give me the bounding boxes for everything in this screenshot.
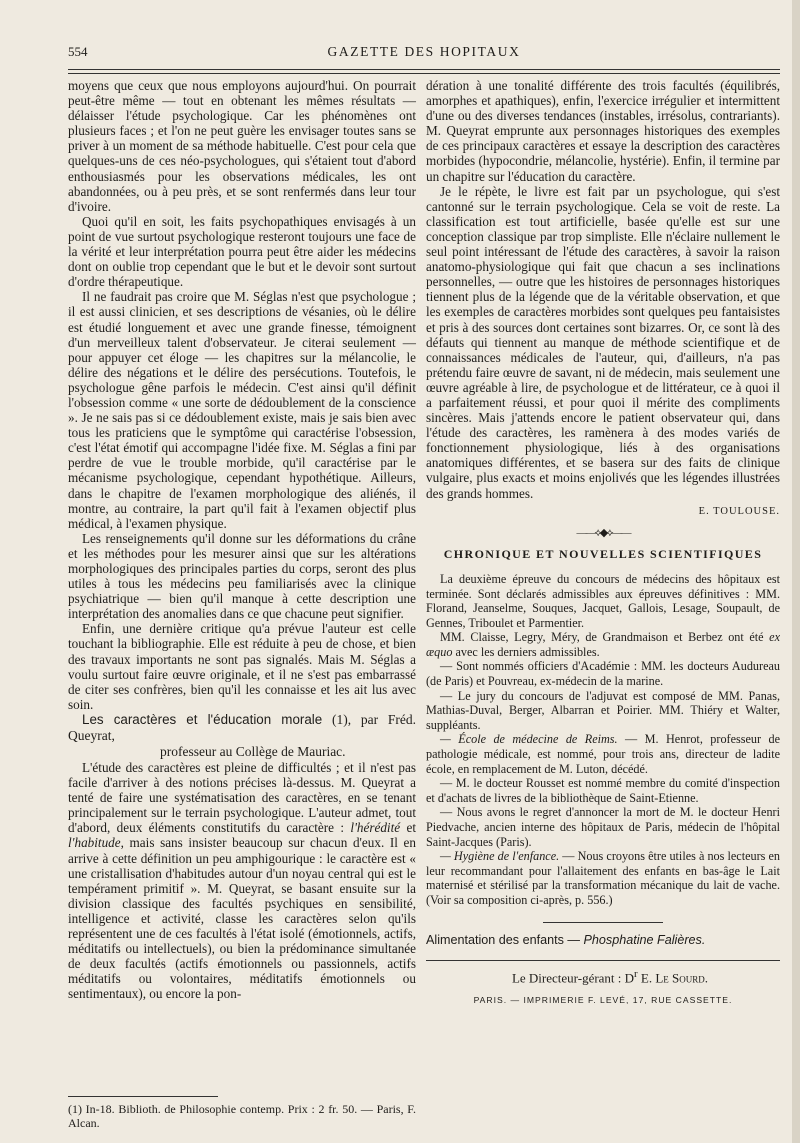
news-item: La deuxième épreuve du concours de médecins des hôpitaux est terminée. Sont déclarés admissibles aux épreuves définitives : MM. Florand, Jeanselme, Souques, Jacquet, Gallois, Lesage, Soupault, de Gennes, Triboulet et Parmentier.	[426, 571, 780, 630]
news-item: — Nous avons le regret d'annoncer la mort de M. le docteur Henri Piedvache, ancien interne des hôpitaux de Paris, médecin de l'hôpital Saint-Jacques (Paris).	[426, 805, 780, 849]
director-name: Le Sourd.	[655, 969, 709, 985]
article-title-main: Les caractères et l'éducation morale	[82, 711, 323, 727]
emphasis: — École de médecine de Reims.	[440, 732, 618, 747]
news-item	[426, 732, 780, 776]
superscript: r	[634, 967, 638, 980]
right-column	[426, 78, 780, 1008]
text-run: , mais sans insister beaucoup sur chacun d'eux. Il en arrive à cette définition un peu amphigourique : le caractère est « une cristallisation d'habitudes autour d'un noyau central qui est le tempérament primitif ». M. Queyrat, se basant ensuite sur la division classique des facultés psychiques en sensibilité, intelligence et activité, classe les caractères selon qu'ils représentent une de ces facultés à l'état isolé (émotionnels, actifs, méditatifs ou intellectuels), ou bien la prédominance simultanée de deux facultés (actifs émotionnels ou passionnels, actifs méditatifs ou volontaires, méditatifs émotionnels ou sentimentaux), ou encore la pon-	[68, 835, 416, 1002]
ornament-divider: ——⟡◆⟡——	[576, 526, 630, 539]
text-run: — M. Henrot, professeur de pathologie médicale, est nommé, pour trois ans, directeur de ladite école, en remplacement de M. Luton, décédé.	[426, 732, 780, 776]
closing-rule	[426, 960, 780, 961]
text-run: Alimentation des enfants —	[426, 932, 584, 947]
paragraph: Enfin, une dernière critique qu'a prévue l'auteur est celle touchant la bibliographie. Elle est réduite à peu de chose, et bien des travaux importants ne sont pas signalés. Mais M. Séglas a voulu surtout faire œuvre originale, et il ne s'est pas embarrassé de citer ses confrères, bien qu'il les connaisse et les ait lus avec soin.	[68, 621, 416, 712]
printer-line: PARIS. — IMPRIMERIE F. LEVÉ, 17, RUE CASSETTE.	[473, 995, 733, 1006]
article-subtitle: professeur au Collège de Mauriac.	[160, 743, 346, 759]
text-run: E.	[637, 969, 656, 985]
text-run: avec les derniers admissibles.	[452, 644, 600, 659]
news-item: — M. le docteur Rousset est nommé membre du comité d'inspection et d'achats de livres de la bibliothèque de Saint-Etienne.	[426, 776, 780, 805]
paragraph: moyens que ceux que nous employons aujourd'hui. On pourrait peut-être même — tout en obtenant les mêmes résultats — délaisser l'étude psychologique. Car les phénomènes ont plusieurs faces ; et l'on ne peut guère les envisager toutes sans se priver à un moment de sa méthode habituelle. C'est pour cela que quelques-uns de ces néo-psychologues, qui s'étaient tout d'abord enthousiasmés pour les observations médicales, les ont abandonnées, ou à peu près, et se sont renfermés dans leur tour d'ivoire.	[68, 78, 416, 214]
paragraph: dération à une tonalité différente des trois facultés (équilibrés, amorphes et apathiques), enfin, l'exercice irrégulier et intermittent d'une ou des diverses tendances (instables, irrésolus, contrariants). M. Queyrat emprunte aux personnages historiques des exemples de ces principaux caractères et essaye la description des caractères morbides (hypocondrie, mélancolie, hystérie). Enfin, il termine par un chapitre sur l'éducation du caractère.	[426, 78, 780, 184]
short-rule	[543, 922, 663, 923]
news-item	[426, 849, 780, 907]
text-run: L'étude des caractères est pleine de difficultés ; et il n'est pas facile d'arriver à des notions précises là-dessus. M. Queyrat a tenté de faire une systématisation des caractères, en se tenant principalement sur le terrain psychologique. L'auteur admet, tout d'abord, deux éléments constitutifs du caractère :	[68, 759, 416, 836]
news-item: — Sont nommés officiers d'Académie : MM. les docteurs Audureau (de Paris) et Pouvreau, ex-médecin de la marine.	[426, 659, 780, 689]
news-item	[426, 630, 780, 659]
footnote: (1) In-18. Biblioth. de Philosophie contemp. Prix : 2 fr. 50. — Paris, F. Alcan.	[68, 1102, 416, 1130]
news-block	[426, 572, 780, 908]
news-item: — Le jury du concours de l'adjuvat est composé de MM. Panas, Mathias-Duval, Berger, Albarran et Poirier. MM. Thiéry et Walter, suppléants.	[426, 688, 780, 732]
director-line	[426, 967, 780, 985]
text-run: MM. Claisse, Legry, Méry, de Grandmaison et Berbez ont été	[440, 630, 770, 645]
emphasis: l'hérédité	[350, 820, 401, 836]
left-column	[68, 78, 416, 1001]
advertisement-line	[426, 933, 780, 948]
paragraph: Il ne faudrait pas croire que M. Séglas n'est que psychologue ; il est aussi clinicien, et ses descriptions de vésanies, où le délire est étudié longuement et avec une grande finesse, témoignent d'un merveilleux talent d'observateur. Je citerai seulement — pour appuyer cet éloge — les chapitres sur la mélancolie, le délire des négations et le délire des persécutions. Toutefois, le psychologue gêne parfois le médecin. C'est ainsi qu'il définit l'obsession comme « une sorte de dédoublement de la conscience ». Je ne sais pas si ce dédoublement existe, mais je sais bien avec tous les praticiens que le symptôme qui caractérise l'obsession, c'est l'état émotif qui accompagne l'idée fixe. M. Séglas a fini par perdre de vue le trouble morbide, qu'il caractérise par le mécanisme psychologique, cependant hypothétique. Ailleurs, dans le chapitre de l'examen morphologique des aliénés, il montre, au contraire, la part qu'il fait à l'examen objectif plus médical, à l'examen physique.	[68, 289, 416, 531]
article-title	[68, 712, 416, 760]
section-title: CHRONIQUE ET NOUVELLES SCIENTIFIQUES	[443, 546, 763, 561]
paragraph: Les renseignements qu'il donne sur les déformations du crâne et les méthodes pour les mesurer ainsi que sur les altérations morphologiques des principales parties du corps, seront des plus utiles à tous les médecins peu familiarisés avec la clinique psychiatrique — bien qu'il manque à cette description une interprétation des anomalies dans ce que chacune peut signifier.	[68, 530, 416, 622]
page-header	[68, 44, 780, 66]
article-title-rest: (1), par Fréd. Queyrat,	[68, 711, 416, 743]
emphasis: ex æquo	[426, 630, 780, 659]
footnote-rule	[68, 1096, 218, 1097]
paragraph: Quoi qu'il en soit, les faits psychopathiques envisagés à un point de vue surtout psychologique resteront toujours une face de la vérité et leur interprétation pourra peut être aider les médecins dont on oublie trop cependant que le but et le devoir sont surtout d'ordre thérapeutique.	[68, 213, 416, 290]
header-rule-thick	[68, 69, 780, 70]
header-rule-thin	[68, 73, 780, 74]
page-number: 554	[68, 44, 88, 59]
paragraph: Je le répète, le livre est fait par un psychologue, qui s'est cantonné sur le terrain psychologique. Cela se voit de reste. La classification est tout artificielle, basée qu'elle est sur une conception classique par trop simpliste. Elle n'éclaire nullement le seul point intéressant de l'étude des caractères, à savoir la raison anatomo-physiologique qui fait que chacun a ses inclinations personnelles, — outre que les histoires de personnages historiques tiennent plus de la légende que de la véritable observation, et que les exemples de caractères morbides sont quelques peu fantaisistes et pris à des sources dont certaines sont bizarres. Or, ce sont là des défauts qui tiennent au manque de méthode scientifique et de connaissances médicales de l'auteur, qui, d'ailleurs, n'a pas prétendu faire œuvre de savant, ni de médecin, mais seulement une œuvre agréable à lire, de psychologue et de littérateur, ce à quoi il a parfaitement réussi, et pour quoi il mérite des compliments sincères. Mais j'attends encore le patient observateur qui, dans l'étude des caractères, les ramènera à des modes variés de fonctionnement physiologique, liés à des organisations anatomiques différentes, et se basera sur des faits de clinique vulgaire, plus exacts et moins enjolivés que les légendes illustrées des grands hommes.	[426, 183, 780, 501]
running-title: GAZETTE DES HOPITAUX	[327, 44, 521, 59]
text-run: et	[400, 820, 416, 836]
emphasis: — Hygiène de l'enfance.	[440, 849, 560, 864]
text-run: — Nous croyons être utiles à nos lecteurs en leur recommandant pour l'allaitement des enfants en bas-âge le Lait maternisé et stérilisé par la transformation mécanique du lait de vache. (Voir sa composition ci-après, p. 556.)	[426, 849, 780, 907]
emphasis: Phosphatine Falières.	[583, 932, 706, 947]
author-signature: E. TOULOUSE.	[698, 505, 780, 517]
text-run: Le Directeur-gérant : D	[511, 969, 635, 985]
paragraph	[68, 760, 416, 1002]
page-edge	[792, 0, 800, 1143]
emphasis: l'habitude	[68, 835, 121, 851]
